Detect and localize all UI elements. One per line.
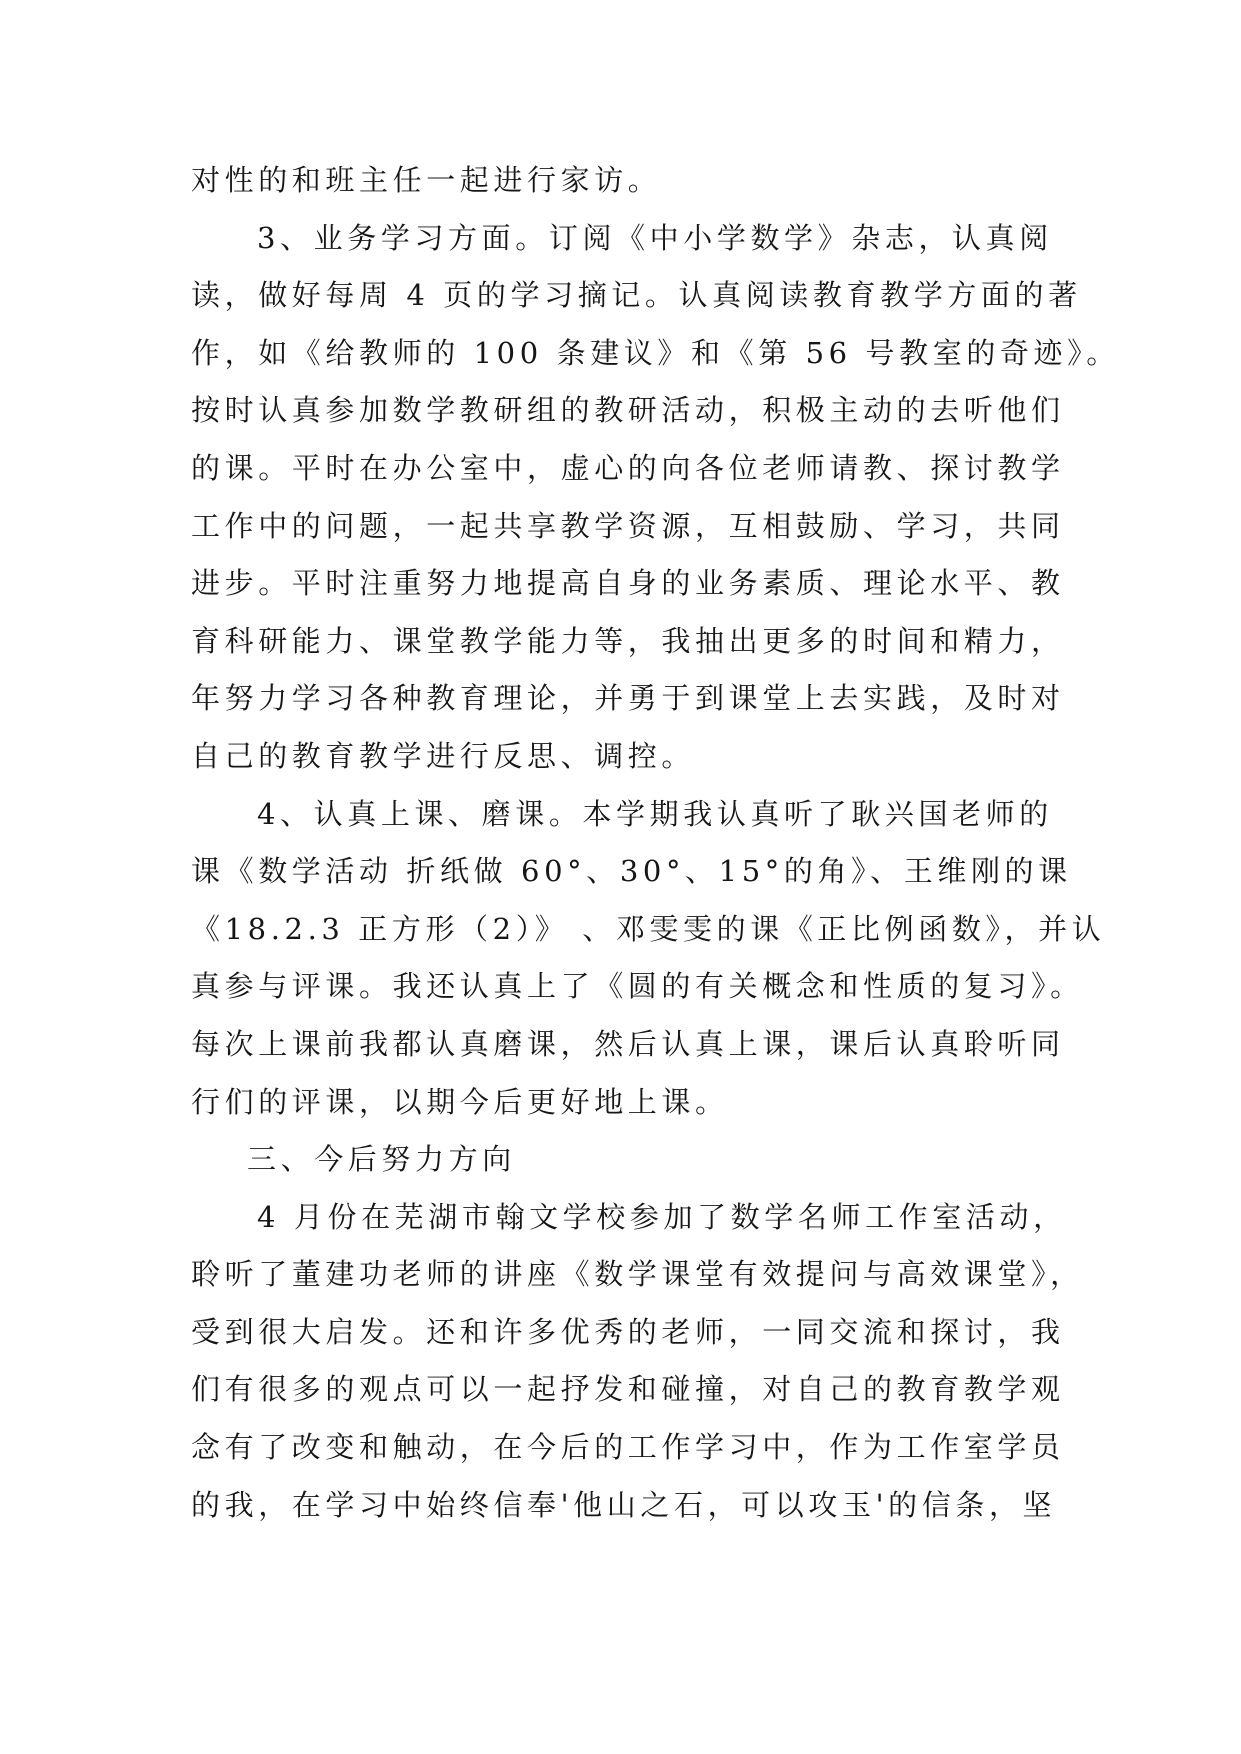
text-line: 对性的和班主任一起进行家访。	[191, 163, 662, 197]
text-line: 自己的教育教学进行反思、调控。	[191, 738, 696, 773]
text-line: 读，做好每周 4 页的学习摘记。认真阅读教育教学方面的著	[191, 278, 1082, 313]
text-line: 年努力学习各种教育理论，并勇于到课堂上去实践，及时对	[191, 681, 1065, 716]
text-line: 育科研能力、课堂教学能力等，我抽出更多的时间和精力，	[191, 623, 1065, 658]
text-line: 按时认真参加数学教研组的教研活动，积极主动的去听他们	[191, 393, 1065, 428]
paragraph-start-line: 4、认真上课、磨课。本学期我认真听了耿兴国老师的	[257, 796, 1053, 831]
text-line: 的课。平时在办公室中，虚心的向各位老师请教、探讨教学	[191, 450, 1065, 485]
text-line: 行们的评课，以期今后更好地上课。	[191, 1084, 729, 1119]
text-line: 课《数学活动 折纸做 60°、30°、15°的角》、王维刚的课	[191, 854, 1072, 889]
text-line: 进步。平时注重努力地提高自身的业务素质、理论水平、教	[191, 566, 1065, 601]
body-text	[191, 152, 1120, 1534]
text-line: 念有了改变和触动，在今后的工作学习中，作为工作室学员	[191, 1430, 1065, 1465]
paragraph-start-line: 3、业务学习方面。订阅《中小学数学》杂志，认真阅	[257, 220, 1053, 255]
text-line: 真参与评课。我还认真上了《圆的有关概念和性质的复习》。	[191, 969, 1084, 1004]
text-line: 工作中的问题，一起共享教学资源，互相鼓励、学习，共同	[191, 508, 1065, 543]
text-line: 受到很大启发。还和许多优秀的老师，一同交流和探讨，我	[191, 1314, 1065, 1349]
text-line: 作，如《给教师的 100 条建议》和《第 56 号教室的奇迹》。	[191, 335, 1120, 370]
text-line: 的我，在学习中始终信奉'他山之石，可以攻玉'的信条，坚	[191, 1487, 1057, 1522]
text-line: 每次上课前我都认真磨课，然后认真上课，课后认真聆听同	[191, 1026, 1065, 1061]
text-line: 聆听了董建功老师的讲座《数学课堂有效提问与高效课堂》，	[191, 1257, 1084, 1292]
text-line: 们有很多的观点可以一起抒发和碰撞，对自己的教育教学观	[191, 1372, 1065, 1407]
paragraph-start-line: 4 月份在芜湖市翰文学校参加了数学名师工作室活动，	[257, 1199, 1067, 1234]
text-line: 《18.2.3 正方形（2）》 、邓雯雯的课《正比例函数》，并认	[191, 911, 1106, 946]
section-heading: 三、今后努力方向	[247, 1142, 516, 1177]
